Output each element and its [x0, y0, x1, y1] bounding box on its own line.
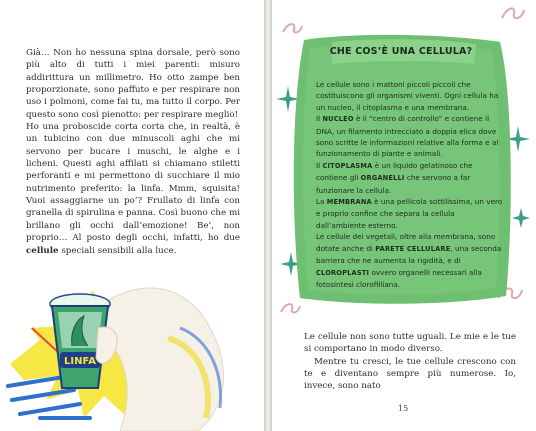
info-paragraph: Le cellule sono i mattoni piccoli piccoli che costituiscono gli organismi viventi. Ogni cellula ha un nucleo, il citoplasma e una membrana. — [316, 80, 499, 112]
page-number: 15 — [398, 404, 409, 413]
info-paragraph: La MEMBRANA è una pellicola sottilissima, un vero e proprio confine che separa la cellula dall’ambiente esterno. — [316, 197, 503, 230]
book-gutter — [264, 0, 272, 431]
info-paragraph: Il NUCLEO è il “centro di controllo” e contiene il DNA, un filamento intrecciato a doppia elica dove sono scritte le informazioni relative alla forma e al funzionamento di piante e animali. — [316, 114, 499, 159]
right-paragraph-1: Le cellule non sono tutte uguali. Le mie e le tue si comportano in modo diverso. — [304, 332, 516, 355]
keyword-citoplasma: CITOPLASMA — [322, 161, 373, 170]
right-page — [272, 0, 536, 431]
left-page-text — [26, 47, 240, 257]
info-box-title: CHE COS’È UNA CELLULA? — [329, 46, 473, 57]
left-paragraph-1: Già… Non ho nessuna spina dorsale, però sono più alto di tutti i miei parenti: misuro addirittura un millimetro. Ho otto zampe ben proporzionate, sono paffuto e per respirare non uso i polmoni, come fai tu, ma tutto il corpo. Per questo sono così pienotto: per respirare meglio! — [26, 48, 240, 120]
info-box-text — [316, 79, 504, 290]
keyword-cloroplasti: CLOROPLASTI — [316, 268, 370, 277]
left-page — [0, 0, 264, 431]
linfa-smoothie-illustration — [0, 268, 264, 431]
left-paragraph-2: Ho una proboscide corta corta che, in realtà, è un tubicino con due minuscoli aghi che mi servono per bucare i muschi, le alghe e i licheni. Questi aghi affilati si chiamano stiletti perforanti e mi permettono di succhiare il mio nutrimento preferito: la linfa. Mmm, squisita! Vuoi assaggiarne un po’? Frullato di linfa con granella di spirulina e panna. Così buono che mi brillano gli occhi dall’emozione! Be’, non proprio… Al posto degli occhi, infatti, ho due cellule speciali sensibili alla luce. — [26, 122, 240, 256]
squiggle-icon — [498, 4, 528, 24]
info-paragraph: Il CITOPLASMA è un liquido gelatinoso che contiene gli ORGANELLI che servono a far funzionare la cellula. — [316, 160, 473, 195]
cup-label: LINFA — [64, 356, 96, 367]
keyword-membrana: MEMBRANA — [326, 198, 372, 207]
keyword-organelli: ORGANELLI — [360, 174, 405, 183]
keyword-cellule: cellule — [26, 245, 59, 256]
info-box-cellula — [286, 30, 516, 310]
keyword-nucleo: NUCLEO — [322, 115, 354, 124]
right-page-text — [304, 331, 516, 393]
right-paragraph-2: Mentre tu cresci, le tue cellule crescono con te e diventano sempre più numerose. Io, invece, sono nato — [304, 356, 516, 392]
info-paragraph: Le cellule dei vegetali, oltre alla membrana, sono dotate anche di PARETE CELLULARE, una seconda barriera che ne aumenta la rigidità, e di CLOROPLASTI ovvero organelli necessari alla fotosintesi clorofilliana. — [316, 232, 502, 289]
keyword-parete-cellulare: PARETE CELLULARE — [375, 244, 451, 253]
